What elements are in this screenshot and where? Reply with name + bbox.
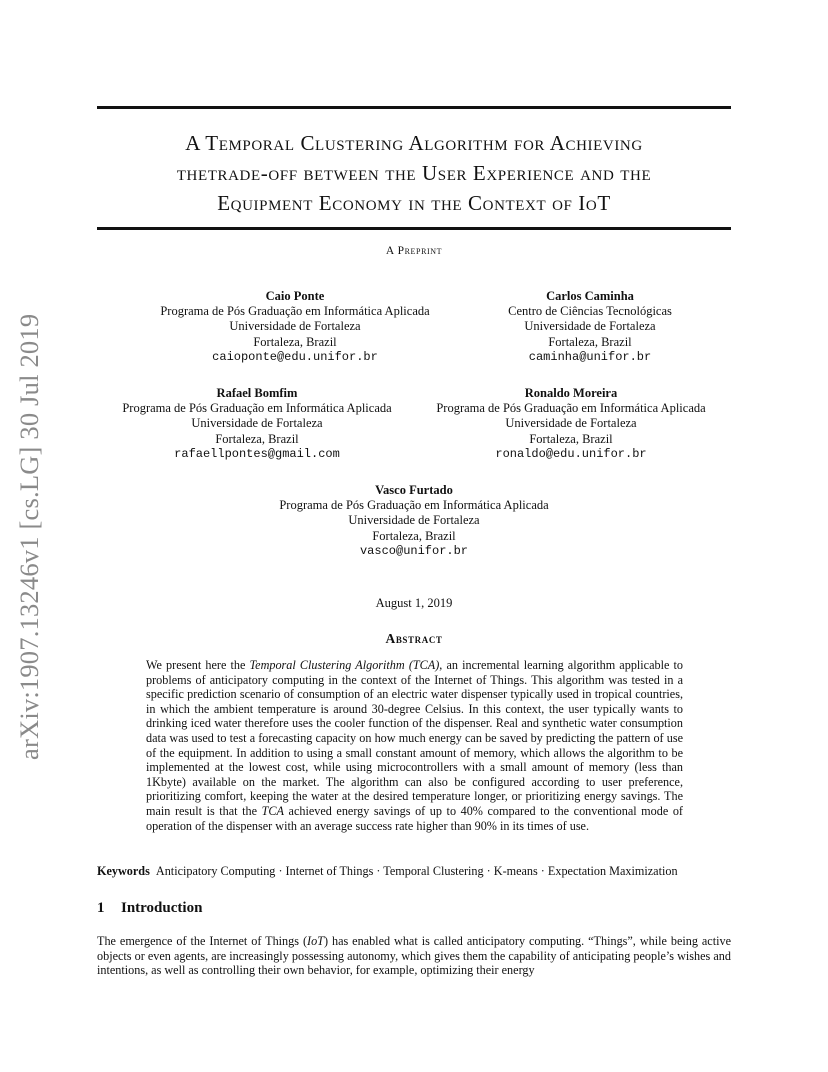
section-title: Introduction	[121, 900, 203, 916]
author-block	[145, 289, 445, 365]
author-email[interactable]: caioponte@edu.unifor.br	[212, 349, 378, 364]
author-block	[490, 289, 690, 365]
author-location: Fortaleza, Brazil	[253, 334, 337, 349]
section-heading	[97, 900, 202, 917]
author-name: Rafael Bomfim	[216, 386, 298, 400]
title-line-1: A Temporal Clustering Algorithm for Achieving	[185, 131, 643, 155]
author-university: Universidade de Fortaleza	[191, 416, 323, 431]
abstract-emphasis: TCA	[261, 803, 284, 818]
intro-text: ) has enabled what is called anticipatory computing. “Things”, while being active objects or even agents, are increasingly possessing autonomy, which gives them the capability of anticipating people’s wishes and intentions, as well as controlling their own behavior, for example, optimizing their energy	[97, 934, 731, 978]
author-name: Carlos Caminha	[546, 289, 634, 303]
author-email[interactable]: vasco@unifor.br	[359, 543, 469, 558]
abstract-body	[146, 658, 683, 833]
abstract-emphasis: Temporal Clustering Algorithm (TCA)	[249, 658, 440, 672]
author-affiliation: Centro de Ciências Tecnológicas	[508, 304, 672, 319]
author-university: Universidade de Fortaleza	[348, 513, 480, 528]
intro-text: The emergence of the Internet of Things (	[97, 934, 308, 948]
keywords-label: Keywords	[97, 864, 150, 878]
author-block	[107, 386, 407, 462]
top-rule	[97, 106, 731, 109]
author-block	[421, 386, 721, 462]
author-affiliation: Programa de Pós Graduação em Informática Aplicada	[160, 304, 430, 319]
intro-emphasis: IoT	[307, 934, 324, 948]
author-name: Caio Ponte	[265, 289, 325, 303]
author-affiliation: Programa de Pós Graduação em Informática Aplicada	[436, 401, 706, 416]
arxiv-stamp: arXiv:1907.13246v1 [cs.LG] 30 Jul 2019	[14, 313, 44, 760]
bottom-title-rule	[97, 227, 731, 230]
author-name: Ronaldo Moreira	[524, 386, 618, 400]
author-affiliation: Programa de Pós Graduação em Informática Aplicada	[122, 401, 392, 416]
author-university: Universidade de Fortaleza	[505, 416, 637, 431]
author-location: Fortaleza, Brazil	[215, 431, 299, 446]
abstract-heading: Abstract	[385, 631, 443, 646]
title-line-2: thetrade-off between the User Experience and the	[176, 161, 652, 185]
title-line-3: Equipment Economy in the Context of IoT	[217, 191, 611, 215]
abstract-text: We present here the	[146, 658, 250, 672]
author-name: Vasco Furtado	[375, 483, 453, 497]
author-email[interactable]: ronaldo@edu.unifor.br	[495, 446, 647, 461]
abstract-text: achieved energy savings of up to 40% compared to the conventional mode of operation of the dispenser with an average success rate higher than 90% in its times of use.	[146, 803, 683, 833]
paper-date: August 1, 2019	[375, 596, 453, 610]
paper-title	[97, 128, 731, 218]
author-affiliation: Programa de Pós Graduação em Informática Aplicada	[279, 498, 549, 513]
section-number: 1	[97, 900, 105, 916]
author-location: Fortaleza, Brazil	[529, 431, 613, 446]
intro-paragraph	[97, 934, 731, 978]
keywords-text: Anticipatory Computing · Internet of Things · Temporal Clustering · K-means · Expectation Maximization	[155, 864, 678, 878]
author-email[interactable]: caminha@unifor.br	[528, 349, 652, 364]
author-location: Fortaleza, Brazil	[548, 334, 632, 349]
keywords-line	[97, 864, 737, 879]
author-location: Fortaleza, Brazil	[372, 528, 456, 543]
preprint-label: A Preprint	[385, 245, 443, 257]
author-university: Universidade de Fortaleza	[524, 319, 656, 334]
abstract-text: , an incremental learning algorithm applicable to problems of anticipatory computing in the context of the Internet of Things. This algorithm was tested in a specific prediction scenario of consumption of an electric water dispenser typically used in tropical countries, in which the ambient temperature is around 30-degree Celsius. In this context, the user typically wants to drinking iced water therefore uses the cooler function of the dispenser. Real and synthetic water consumption data was used to test a forecasting capacity on how much energy can be saved by predicting the pattern of use of the equipment. In addition to using a small constant amount of memory, which allows the algorithm to be implemented at the lowest cost, while using microcontrollers with a small amount of memory (less than 1Kbyte) available on the market. The algorithm can also be configured according to user preference, prioritizing comfort, keeping the water at the desired temperature longer, or prioritizing energy savings. The main result is that the	[146, 658, 683, 818]
author-email[interactable]: rafaellpontes@gmail.com	[174, 446, 340, 461]
author-block	[264, 483, 564, 559]
author-university: Universidade de Fortaleza	[229, 319, 361, 334]
